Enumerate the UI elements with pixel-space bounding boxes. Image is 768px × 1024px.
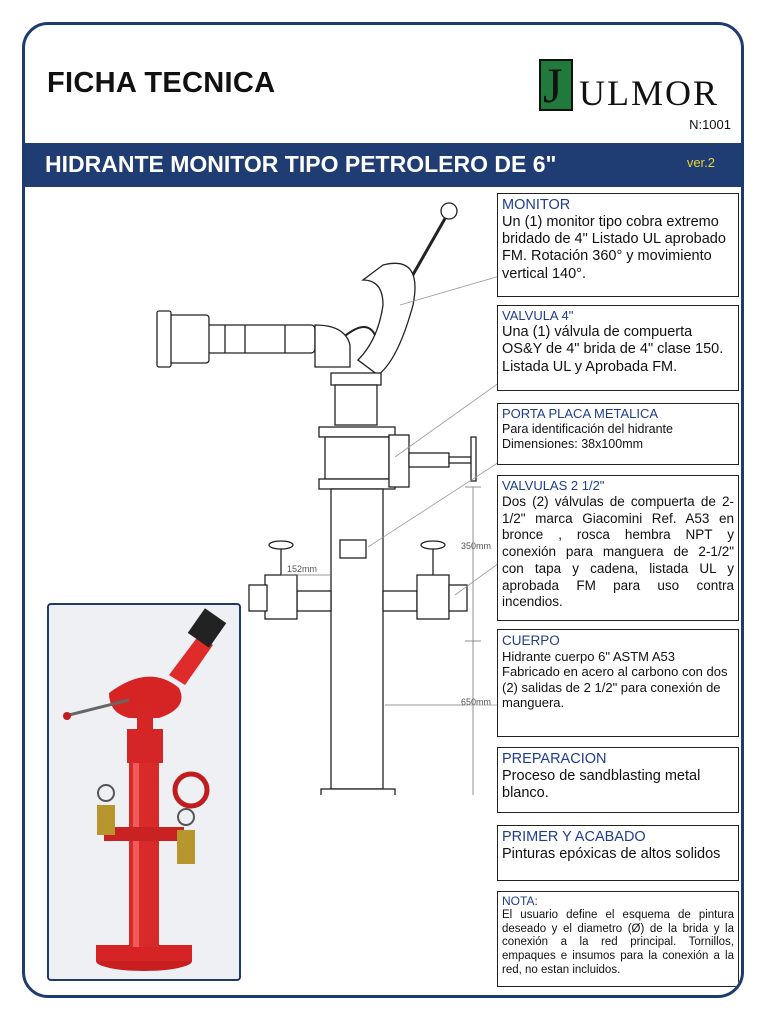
logo-initial: J — [543, 57, 563, 113]
spec-heading: PRIMER Y ACABADO — [502, 829, 646, 845]
spec-box-valve-4 — [497, 305, 739, 391]
spec-box-valves-2-5 — [497, 475, 739, 621]
spec-heading: VALVULAS 2 1/2" — [502, 478, 605, 493]
spec-text: Proceso de sandblasting metal blanco. — [502, 767, 701, 802]
spec-box-preparation — [497, 747, 739, 813]
spec-text: El usuario define el esquema de pintura deseado y el diametro (Ø) de la brida y la conexión a la red principal. Tornillos, empaques e insumos para la conexión a la red, no estan incluidos. — [502, 908, 734, 976]
spec-box-monitor — [497, 193, 739, 297]
spec-text: Un (1) monitor tipo cobra extremo bridado de 4" Listado UL aprobado FM. Rotación 360° y movimiento vertical 140°. — [502, 213, 726, 282]
company-logo — [539, 59, 729, 115]
spec-heading: NOTA: — [502, 894, 538, 908]
spec-heading: PREPARACION — [502, 751, 607, 767]
dim-152: 152mm — [287, 564, 318, 574]
data-sheet-frame — [22, 22, 744, 998]
spec-text: Para identificación del hidrante Dimensiones: 38x100mm — [502, 421, 673, 451]
spec-heading: VALVULA 4" — [502, 308, 574, 323]
product-title: HIDRANTE MONITOR TIPO PETROLERO DE 6" — [45, 151, 557, 177]
spec-heading: MONITOR — [502, 197, 571, 213]
spec-text: Hidrante cuerpo 6" ASTM A53 Fabricado en acero al carbono con dos (2) salidas de 2 1/2" para conexión de manguera. — [502, 648, 728, 711]
spec-text: Dos (2) válvulas de compuerta de 2-1/2" marca Giacomini Ref. A53 en bronce , rosca hembra NPT y conexión para manguera de 2-1/2" con tapa y cadena, listada UL y aprobada FM para uso contra incendios. — [502, 493, 734, 610]
dim-350: 350mm — [461, 541, 492, 551]
spec-box-primer-finish — [497, 825, 739, 881]
version-label: ver.2 — [686, 155, 715, 170]
spec-box-body — [497, 629, 739, 737]
spec-heading: PORTA PLACA METALICA — [502, 406, 659, 421]
product-banner — [25, 143, 741, 187]
dim-650: 650mm — [461, 697, 492, 707]
spec-box-plate-holder — [497, 403, 739, 465]
hydrant-render-drawing — [49, 605, 239, 979]
spec-text: Una (1) válvula de compuerta OS&Y de 4" brida de 4" clase 150. Listada UL y Aprobada FM. — [502, 323, 724, 375]
sheet-title: FICHA TECNICA — [47, 67, 276, 99]
spec-text: Pinturas epóxicas de altos solidos — [502, 845, 721, 862]
spec-box-note — [497, 891, 739, 987]
logo-text: ULMOR — [579, 73, 720, 113]
document-code: N:1001 — [689, 117, 731, 132]
spec-heading: CUERPO — [502, 633, 560, 648]
hydrant-render — [47, 603, 241, 981]
